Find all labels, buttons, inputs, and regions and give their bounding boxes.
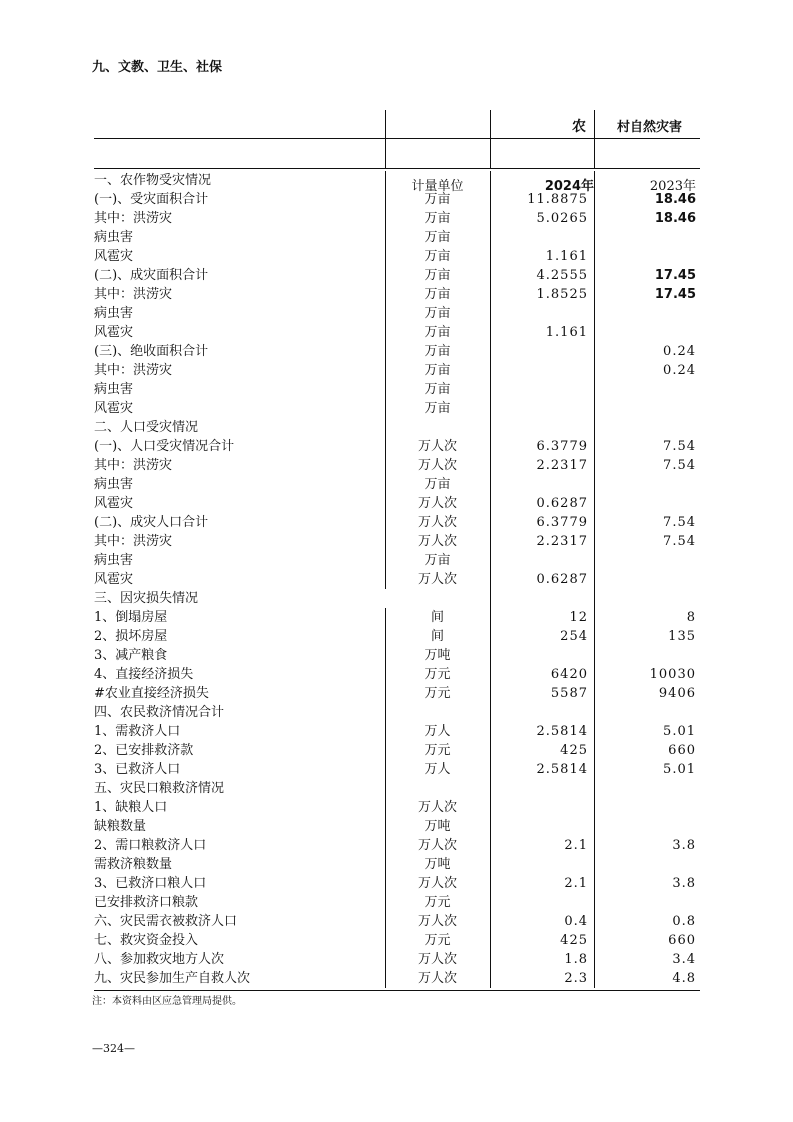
table-row <box>94 874 700 893</box>
row-label: (二)、成灾人口合计 <box>94 515 209 530</box>
table-row <box>94 456 700 475</box>
row-unit: 万亩 <box>424 344 451 359</box>
value-2024: 254 <box>560 629 588 644</box>
table-body <box>94 171 700 988</box>
table-row <box>94 665 700 684</box>
row-unit: 万人次 <box>417 971 457 986</box>
table-row <box>94 969 700 988</box>
row-unit: 万元 <box>424 895 451 910</box>
row-unit: 间 <box>430 610 444 625</box>
row-unit: 万吨 <box>424 857 451 872</box>
row-label: 病虫害 <box>94 382 134 397</box>
table-row <box>94 855 700 874</box>
table-row <box>94 513 700 532</box>
row-unit: 万亩 <box>424 192 451 207</box>
row-label: 风雹灾 <box>94 496 134 511</box>
value-2024: 1.161 <box>545 249 588 264</box>
value-2024: 0.6287 <box>536 572 588 587</box>
row-unit: 万亩 <box>424 401 451 416</box>
row-label: 其中：洪涝灾 <box>94 363 173 378</box>
value-2024: 4.2555 <box>536 268 588 283</box>
value-2024: 12 <box>569 610 588 625</box>
value-2023: 18.46 <box>654 192 696 207</box>
value-2023: 3.8 <box>672 876 696 891</box>
value-2023: 17.45 <box>654 268 696 283</box>
row-label: 八、参加救灾地方人次 <box>94 952 225 967</box>
row-label: 其中：洪涝灾 <box>94 287 173 302</box>
row-label: 风雹灾 <box>94 401 134 416</box>
value-2024: 2.2317 <box>536 458 588 473</box>
table-row <box>94 722 700 741</box>
row-label: 六、灾民需衣被救济人口 <box>94 914 238 929</box>
table-row <box>94 646 700 665</box>
table-row <box>94 532 700 551</box>
row-unit: 万亩 <box>424 363 451 378</box>
value-2023: 0.8 <box>672 914 696 929</box>
table-row <box>94 190 700 209</box>
value-2024: 2.2317 <box>536 534 588 549</box>
row-label: (三)、绝收面积合计 <box>94 344 209 359</box>
footnote: 注：本资料由区应急管理局提供。 <box>92 996 242 1007</box>
row-unit: 万人次 <box>417 914 457 929</box>
row-unit: 万亩 <box>424 477 451 492</box>
value-2023: 18.46 <box>654 211 696 226</box>
table-row <box>94 342 700 361</box>
table-row <box>94 836 700 855</box>
table-row <box>94 798 700 817</box>
value-2023: 5.01 <box>663 762 696 777</box>
value-2024: 6420 <box>550 667 588 682</box>
row-label: 九、灾民参加生产自救人次 <box>94 971 251 986</box>
table-header-top <box>94 110 700 139</box>
value-2024: 11.8875 <box>527 192 588 207</box>
value-2024: 425 <box>560 933 588 948</box>
value-2023: 10030 <box>649 667 696 682</box>
column-divider <box>385 110 386 168</box>
row-label: 病虫害 <box>94 230 134 245</box>
table-row <box>94 361 700 380</box>
row-label: 1、倒塌房屋 <box>94 610 168 625</box>
table-row <box>94 779 700 798</box>
row-unit: 万亩 <box>424 306 451 321</box>
column-divider <box>385 171 386 589</box>
column-divider <box>594 171 595 988</box>
row-unit: 万亩 <box>424 553 451 568</box>
row-label: 4、直接经济损失 <box>94 667 194 682</box>
table-row <box>94 589 700 608</box>
row-unit: 万人次 <box>417 876 457 891</box>
table-row <box>94 684 700 703</box>
row-label: 一、农作物受灾情况 <box>94 173 212 188</box>
table-row <box>94 228 700 247</box>
row-unit: 万元 <box>424 743 451 758</box>
table-row <box>94 399 700 418</box>
table-row <box>94 494 700 513</box>
chapter-title: 九、文教、卫生、社保 <box>92 60 223 75</box>
table-row <box>94 437 700 456</box>
value-2024: 2.1 <box>564 876 588 891</box>
column-header-2023: 2023年 <box>649 179 696 194</box>
value-2024: 2.1 <box>564 838 588 853</box>
column-divider <box>594 110 595 168</box>
value-2023: 17.45 <box>654 287 696 302</box>
row-unit: 万人次 <box>417 952 457 967</box>
value-2023: 0.24 <box>663 344 696 359</box>
row-unit: 万人 <box>424 724 451 739</box>
row-unit: 万吨 <box>424 648 451 663</box>
value-2023: 0.24 <box>663 363 696 378</box>
value-2023: 3.8 <box>672 838 696 853</box>
row-unit: 万元 <box>424 667 451 682</box>
row-label: 风雹灾 <box>94 572 134 587</box>
table-row <box>94 608 700 627</box>
row-label: 二、人口受灾情况 <box>94 420 199 435</box>
row-label: 2、需口粮救济人口 <box>94 838 207 853</box>
row-unit: 万亩 <box>424 249 451 264</box>
value-2023: 7.54 <box>663 534 696 549</box>
row-label: 病虫害 <box>94 477 134 492</box>
table-row <box>94 912 700 931</box>
value-2023: 660 <box>668 743 696 758</box>
row-label: 七、救灾资金投入 <box>94 933 199 948</box>
row-label: 需救济粮数量 <box>94 857 173 872</box>
row-label: 其中：洪涝灾 <box>94 211 173 226</box>
row-label: 缺粮数量 <box>94 819 147 834</box>
row-label: #农业直接经济损失 <box>94 686 209 701</box>
column-header-unit: 计量单位 <box>411 179 464 194</box>
table-row <box>94 380 700 399</box>
row-label: 四、农民救济情况合计 <box>94 705 225 720</box>
row-label: (一)、受灾面积合计 <box>94 192 209 207</box>
row-unit: 万人次 <box>417 838 457 853</box>
value-2023: 3.4 <box>672 952 696 967</box>
table-row <box>94 817 700 836</box>
value-2024: 6.3779 <box>536 515 588 530</box>
row-unit: 万人 <box>424 762 451 777</box>
row-unit: 万人次 <box>417 572 457 587</box>
row-unit: 万人次 <box>417 800 457 815</box>
row-unit: 万人次 <box>417 515 457 530</box>
value-2023: 4.8 <box>672 971 696 986</box>
table-row <box>94 570 700 589</box>
value-2023: 660 <box>668 933 696 948</box>
table-row <box>94 931 700 950</box>
row-label: 风雹灾 <box>94 325 134 340</box>
row-label: 2、已安排救济款 <box>94 743 194 758</box>
value-2024: 1.8525 <box>536 287 588 302</box>
column-header-2024: 2024年 <box>544 179 594 194</box>
row-label: 1、缺粮人口 <box>94 800 168 815</box>
value-2023: 7.54 <box>663 439 696 454</box>
value-2024: 5587 <box>550 686 588 701</box>
row-unit: 万元 <box>424 933 451 948</box>
value-2024: 5.0265 <box>536 211 588 226</box>
row-label: 病虫害 <box>94 553 134 568</box>
row-label: 3、减产粮食 <box>94 648 168 663</box>
table-row <box>94 893 700 912</box>
table-row <box>94 418 700 437</box>
value-2024: 0.4 <box>564 914 588 929</box>
row-unit: 万人次 <box>417 458 457 473</box>
row-label: 2、损坏房屋 <box>94 629 168 644</box>
row-unit: 万人次 <box>417 439 457 454</box>
row-label: (一)、人口受灾情况合计 <box>94 439 235 454</box>
row-label: 3、已救济人口 <box>94 762 181 777</box>
table-row <box>94 209 700 228</box>
value-2024: 6.3779 <box>536 439 588 454</box>
table-row <box>94 285 700 304</box>
value-2023: 135 <box>668 629 696 644</box>
row-unit: 万亩 <box>424 382 451 397</box>
row-label: 3、已救济口粮人口 <box>94 876 207 891</box>
row-label: 其中：洪涝灾 <box>94 458 173 473</box>
table-title-right: 村自然灾害 <box>616 120 682 135</box>
value-2023: 7.54 <box>663 515 696 530</box>
row-unit: 万吨 <box>424 819 451 834</box>
table-row <box>94 627 700 646</box>
column-divider <box>385 608 386 988</box>
row-unit: 万亩 <box>424 287 451 302</box>
row-label: 三、因灾损失情况 <box>94 591 199 606</box>
table-row <box>94 323 700 342</box>
table-row <box>94 304 700 323</box>
row-unit: 万人次 <box>417 496 457 511</box>
table-row <box>94 950 700 969</box>
column-divider <box>490 171 491 988</box>
row-unit: 万亩 <box>424 268 451 283</box>
value-2023: 5.01 <box>663 724 696 739</box>
value-2023: 9406 <box>658 686 696 701</box>
row-label: 1、需救济人口 <box>94 724 181 739</box>
row-label: (二)、成灾面积合计 <box>94 268 209 283</box>
value-2024: 1.8 <box>564 952 588 967</box>
row-label: 五、灾民口粮救济情况 <box>94 781 225 796</box>
table-bottom-rule <box>94 990 700 991</box>
row-unit: 万亩 <box>424 325 451 340</box>
row-label: 已安排救济口粮款 <box>94 895 199 910</box>
value-2024: 425 <box>560 743 588 758</box>
row-label: 病虫害 <box>94 306 134 321</box>
value-2024: 0.6287 <box>536 496 588 511</box>
row-label: 风雹灾 <box>94 249 134 264</box>
table-title-left: 农 <box>572 119 586 135</box>
table-row <box>94 475 700 494</box>
table-row <box>94 741 700 760</box>
table-row <box>94 551 700 570</box>
value-2023: 8 <box>686 610 696 625</box>
value-2024: 1.161 <box>545 325 588 340</box>
page-number: —324— <box>92 1042 135 1055</box>
table-row <box>94 247 700 266</box>
row-unit: 万元 <box>424 686 451 701</box>
row-unit: 万人次 <box>417 534 457 549</box>
value-2024: 2.3 <box>564 971 588 986</box>
value-2024: 2.5814 <box>536 762 588 777</box>
row-unit: 万亩 <box>424 211 451 226</box>
row-unit: 间 <box>430 629 444 644</box>
row-label: 其中：洪涝灾 <box>94 534 173 549</box>
table-row <box>94 266 700 285</box>
value-2024: 2.5814 <box>536 724 588 739</box>
value-2023: 7.54 <box>663 458 696 473</box>
table-row <box>94 703 700 722</box>
table-row <box>94 760 700 779</box>
column-divider <box>490 110 491 168</box>
row-unit: 万亩 <box>424 230 451 245</box>
table-row <box>94 171 700 190</box>
